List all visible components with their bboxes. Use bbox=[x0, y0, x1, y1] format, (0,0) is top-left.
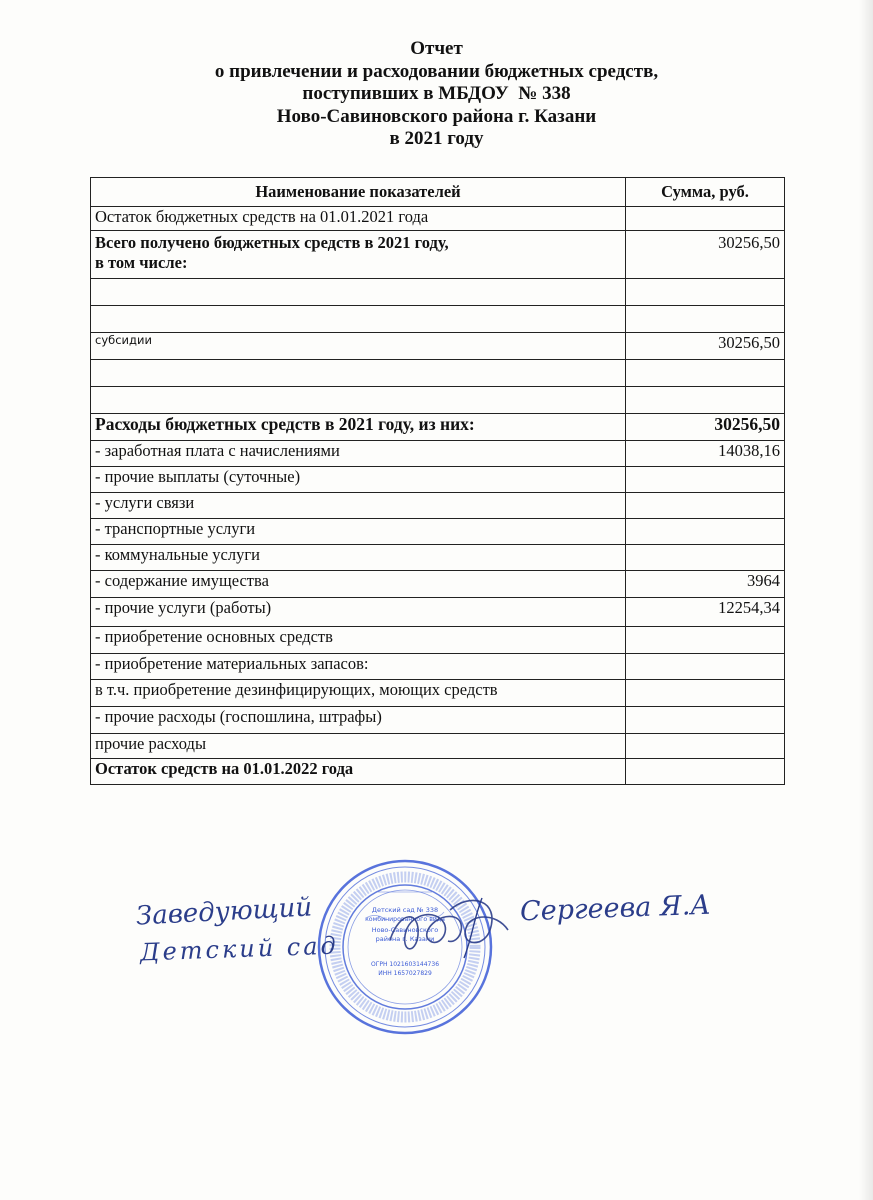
table-row bbox=[91, 519, 785, 545]
row-label: - прочие услуги (работы) bbox=[91, 598, 626, 627]
table-row bbox=[91, 360, 785, 387]
table-row bbox=[91, 654, 785, 680]
row-value bbox=[626, 306, 785, 333]
row-label: - приобретение материальных запасов: bbox=[91, 654, 626, 680]
row-label bbox=[91, 279, 626, 306]
report-subtitle-line-2: поступивших в МБДОУ № 338 bbox=[302, 83, 571, 104]
page-edge-shadow bbox=[859, 0, 873, 1200]
row-value bbox=[626, 759, 785, 785]
row-value bbox=[626, 279, 785, 306]
row-label bbox=[91, 231, 626, 279]
row-value bbox=[626, 360, 785, 387]
row-label: прочие расходы bbox=[91, 734, 626, 759]
row-value bbox=[626, 493, 785, 519]
row-label: - содержание имущества bbox=[91, 571, 626, 598]
row-label bbox=[91, 387, 626, 414]
table-row bbox=[91, 207, 785, 231]
table-row bbox=[91, 306, 785, 333]
seal-text-line-4: района г. Казани bbox=[375, 935, 435, 943]
column-header-name: Наименование показателей bbox=[91, 178, 626, 207]
row-label: в т.ч. приобретение дезинфицирующих, моющих средств bbox=[91, 680, 626, 707]
row-label: - прочие расходы (госпошлина, штрафы) bbox=[91, 707, 626, 734]
table-row bbox=[91, 231, 785, 279]
seal-text-line-2: комбинированного вида bbox=[365, 916, 445, 923]
seal-ogrn: ОГРН 1021603144736 bbox=[370, 961, 440, 968]
row-label: - услуги связи bbox=[91, 493, 626, 519]
column-header-sum: Сумма, руб. bbox=[626, 178, 785, 207]
row-value bbox=[626, 654, 785, 680]
table-row bbox=[91, 414, 785, 441]
row-value bbox=[626, 467, 785, 493]
report-header bbox=[0, 38, 873, 151]
table-row bbox=[91, 627, 785, 654]
row-label: - транспортные услуги bbox=[91, 519, 626, 545]
seal-inn: ИНН 1657027829 bbox=[378, 970, 432, 977]
report-subtitle-line-1: о привлечении и расходовании бюджетных средств, bbox=[214, 60, 659, 82]
report-subtitle-line-4: в 2021 году bbox=[389, 128, 484, 149]
table-header-row bbox=[91, 178, 785, 207]
row-label: - коммунальные услуги bbox=[91, 545, 626, 571]
signature-position-line-1: Заведующий bbox=[135, 892, 313, 932]
table-row bbox=[91, 387, 785, 414]
row-label: - заработная плата с начислениями bbox=[91, 441, 626, 467]
signature-scribble bbox=[380, 880, 530, 980]
table-row bbox=[91, 680, 785, 707]
row-label: субсидии bbox=[91, 333, 626, 360]
table-row bbox=[91, 759, 785, 785]
table-row bbox=[91, 493, 785, 519]
signature-name: Сергеева Я.А bbox=[519, 889, 712, 928]
row-value: 3964 bbox=[626, 571, 785, 598]
row-value bbox=[626, 207, 785, 231]
table-row bbox=[91, 333, 785, 360]
row-label: Остаток средств на 01.01.2022 года bbox=[91, 759, 626, 785]
seal-text-line-1: Детский сад № 338 bbox=[371, 906, 439, 914]
row-value: 14038,16 bbox=[626, 441, 785, 467]
seal-text-line-3: Ново-Савиновского bbox=[371, 926, 439, 934]
row-value: 12254,34 bbox=[626, 598, 785, 627]
row-value bbox=[626, 680, 785, 707]
row-value: 30256,50 bbox=[626, 333, 785, 360]
table-row bbox=[91, 734, 785, 759]
table-row bbox=[91, 571, 785, 598]
table-row bbox=[91, 707, 785, 734]
report-subtitle-line-3: Ново-Савиновского района г. Казани bbox=[276, 105, 597, 127]
row-label: - прочие выплаты (суточные) bbox=[91, 467, 626, 493]
row-label-line-2: в том числе: bbox=[95, 253, 188, 272]
row-label: Расходы бюджетных средств в 2021 году, из них: bbox=[91, 414, 626, 441]
row-value bbox=[626, 627, 785, 654]
table-row bbox=[91, 545, 785, 571]
row-value: 30256,50 bbox=[626, 414, 785, 441]
budget-report-table bbox=[90, 177, 785, 785]
row-value bbox=[626, 519, 785, 545]
table-row bbox=[91, 441, 785, 467]
row-label bbox=[91, 306, 626, 333]
row-value bbox=[626, 387, 785, 414]
row-value: 30256,50 bbox=[626, 231, 785, 279]
row-value bbox=[626, 707, 785, 734]
table-row bbox=[91, 279, 785, 306]
signature-position-line-2: Детский сад bbox=[139, 931, 340, 967]
row-value bbox=[626, 545, 785, 571]
table-row bbox=[91, 598, 785, 627]
table-row bbox=[91, 467, 785, 493]
row-label-line-1: Всего получено бюджетных средств в 2021 году, bbox=[95, 233, 449, 252]
row-label bbox=[91, 360, 626, 387]
row-value bbox=[626, 734, 785, 759]
row-label: Остаток бюджетных средств на 01.01.2021 года bbox=[91, 207, 626, 231]
row-label: - приобретение основных средств bbox=[91, 627, 626, 654]
report-title: Отчет bbox=[410, 38, 463, 59]
